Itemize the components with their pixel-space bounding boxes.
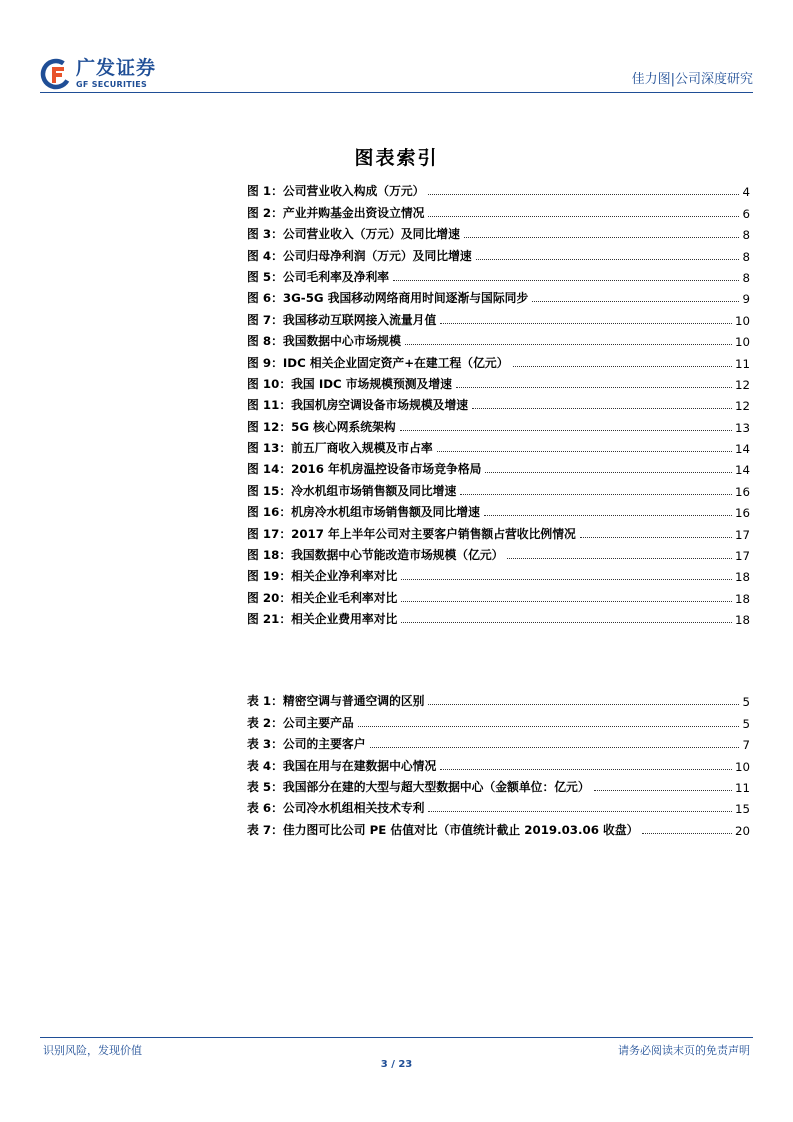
figure-index-entry[interactable] [247, 606, 750, 627]
figure-index-entry[interactable] [247, 242, 750, 263]
toc-entry-page: 18 [734, 570, 750, 585]
toc-entry-page: 15 [734, 802, 750, 817]
toc-entry-label: 图 8：我国数据中心市场规模 [247, 334, 401, 349]
toc-entry-label: 图 17：2017 年上半年公司对主要客户销售额占营收比例情况 [247, 526, 576, 541]
toc-entry-page: 18 [734, 591, 750, 606]
toc-entry-page: 14 [734, 442, 750, 457]
toc-entry-page: 17 [734, 549, 750, 564]
dot-leader [370, 747, 740, 748]
toc-entry-label: 图 2：产业并购基金出资设立情况 [247, 205, 425, 220]
toc-entry-label: 表 1：精密空调与普通空调的区别 [247, 694, 425, 709]
toc-entry-page: 13 [734, 420, 750, 435]
dot-leader [580, 537, 732, 538]
toc-entry-page: 5 [742, 716, 750, 731]
toc-entry-page: 8 [742, 249, 750, 264]
figure-index-entry[interactable] [247, 199, 750, 220]
toc-entry-page: 8 [742, 270, 750, 285]
figure-index-entry[interactable] [247, 456, 750, 477]
dot-leader [456, 387, 732, 388]
figure-index-entry[interactable] [247, 221, 750, 242]
table-index-entry[interactable] [247, 774, 750, 795]
toc-entry-label: 表 5：我国部分在建的大型与超大型数据中心（金额单位：亿元） [247, 779, 590, 794]
dot-leader [440, 323, 732, 324]
dot-leader [642, 833, 732, 834]
dot-leader [464, 237, 740, 238]
dot-leader [400, 430, 732, 431]
dot-leader [532, 301, 739, 302]
figure-index-entry[interactable] [247, 477, 750, 498]
toc-entry-label: 图 11：我国机房空调设备市场规模及增速 [247, 398, 469, 413]
toc-entry-page: 17 [734, 527, 750, 542]
toc-entry-page: 12 [734, 399, 750, 414]
toc-entry-label: 图 21：相关企业费用率对比 [247, 612, 398, 627]
toc-entry-page: 20 [734, 823, 750, 838]
page-title: 图表索引 [354, 147, 439, 169]
table-index [247, 688, 750, 838]
dot-leader [513, 366, 732, 367]
page-header [40, 55, 753, 93]
figure-index-entry[interactable] [247, 178, 750, 199]
figure-index-entry[interactable] [247, 584, 750, 605]
dot-leader [594, 790, 732, 791]
figure-index-entry[interactable] [247, 328, 750, 349]
gf-logo-icon [40, 58, 72, 90]
dot-leader [476, 259, 740, 260]
footer-disclaimer: 请务必阅读末页的免责声明 [618, 1044, 750, 1057]
footer-divider [40, 1037, 753, 1038]
toc-entry-page: 11 [734, 356, 750, 371]
toc-entry-page: 16 [734, 484, 750, 499]
toc-entry-label: 表 2：公司主要产品 [247, 715, 354, 730]
logo-chinese-text: 广发证券 [76, 57, 157, 79]
table-index-entry[interactable] [247, 688, 750, 709]
dot-leader [507, 558, 732, 559]
report-type: 佳力图|公司深度研究 [631, 72, 753, 87]
toc-entry-label: 图 1：公司营业收入构成（万元） [247, 184, 425, 199]
dot-leader [405, 344, 732, 345]
toc-entry-label: 表 3：公司的主要客户 [247, 737, 366, 752]
toc-entry-label: 图 6：3G-5G 我国移动网络商用时间逐渐与国际同步 [247, 291, 529, 306]
dot-leader [472, 408, 732, 409]
dot-leader [393, 280, 739, 281]
toc-entry-page: 5 [742, 695, 750, 710]
toc-entry-label: 图 15：冷水机组市场销售额及同比增速 [247, 483, 457, 498]
figure-index-entry[interactable] [247, 306, 750, 327]
dot-leader [440, 769, 732, 770]
figure-index-entry[interactable] [247, 392, 750, 413]
toc-entry-page: 11 [734, 780, 750, 795]
toc-entry-label: 图 9：IDC 相关企业固定资产+在建工程（亿元） [247, 355, 509, 370]
figure-index-entry[interactable] [247, 413, 750, 434]
dot-leader [401, 601, 732, 602]
dot-leader [358, 726, 740, 727]
figure-index-entry[interactable] [247, 542, 750, 563]
dot-leader [428, 704, 739, 705]
toc-entry-page: 18 [734, 613, 750, 628]
toc-entry-page: 16 [734, 506, 750, 521]
toc-entry-page: 7 [742, 738, 750, 753]
figure-index-entry[interactable] [247, 264, 750, 285]
dot-leader [428, 811, 732, 812]
logo-english-text: GF SECURITIES [76, 80, 148, 89]
dot-leader [428, 216, 739, 217]
toc-entry-label: 表 7：佳力图可比公司 PE 估值对比（市值统计截止 2019.03.06 收盘） [247, 822, 639, 837]
toc-entry-label: 表 4：我国在用与在建数据中心情况 [247, 758, 437, 773]
toc-entry-label: 图 16：机房冷水机组市场销售额及同比增速 [247, 505, 480, 520]
dot-leader [484, 515, 732, 516]
toc-entry-label: 图 14：2016 年机房温控设备市场竞争格局 [247, 462, 482, 477]
header-divider [40, 92, 753, 93]
table-index-entry[interactable] [247, 816, 750, 837]
table-index-entry[interactable] [247, 752, 750, 773]
toc-entry-label: 图 4：公司归母净利润（万元）及同比增速 [247, 248, 472, 263]
toc-entry-label: 图 12：5G 核心网系统架构 [247, 419, 396, 434]
toc-entry-page: 10 [734, 313, 750, 328]
figure-index-entry[interactable] [247, 520, 750, 541]
toc-entry-label: 图 13：前五厂商收入规模及市占率 [247, 441, 433, 456]
toc-entry-label: 图 19：相关企业净利率对比 [247, 569, 398, 584]
figure-index-entry[interactable] [247, 349, 750, 370]
dot-leader [485, 472, 732, 473]
toc-entry-page: 6 [742, 206, 750, 221]
figure-index-entry[interactable] [247, 285, 750, 306]
toc-entry-label: 图 20：相关企业毛利率对比 [247, 590, 398, 605]
figure-index-entry[interactable] [247, 499, 750, 520]
toc-entry-page: 10 [734, 335, 750, 350]
toc-entry-page: 14 [734, 463, 750, 478]
company-logo [40, 57, 156, 91]
table-index-entry[interactable] [247, 709, 750, 730]
dot-leader [401, 579, 732, 580]
figure-index-entry[interactable] [247, 435, 750, 456]
figure-index [247, 178, 750, 627]
dot-leader [401, 622, 732, 623]
toc-entry-label: 图 5：公司毛利率及净利率 [247, 269, 390, 284]
toc-entry-label: 图 18：我国数据中心节能改造市场规模（亿元） [247, 548, 504, 563]
dot-leader [428, 194, 739, 195]
toc-entry-page: 9 [742, 292, 750, 307]
dot-leader [437, 451, 732, 452]
toc-entry-page: 12 [734, 377, 750, 392]
table-index-entry[interactable] [247, 731, 750, 752]
toc-entry-label: 图 10：我国 IDC 市场规模预测及增速 [247, 376, 452, 391]
toc-entry-label: 图 3：公司营业收入（万元）及同比增速 [247, 227, 460, 242]
toc-entry-page: 4 [742, 185, 750, 200]
footer-slogan: 识别风险，发现价值 [43, 1044, 142, 1057]
toc-entry-page: 8 [742, 228, 750, 243]
toc-entry-label: 表 6：公司冷水机组相关技术专利 [247, 801, 425, 816]
toc-entry-page: 10 [734, 759, 750, 774]
dot-leader [460, 494, 732, 495]
figure-index-entry[interactable] [247, 563, 750, 584]
figure-index-entry[interactable] [247, 371, 750, 392]
table-index-entry[interactable] [247, 795, 750, 816]
page-number: 3 / 23 [380, 1059, 413, 1070]
toc-entry-label: 图 7：我国移动互联网接入流量月值 [247, 312, 437, 327]
